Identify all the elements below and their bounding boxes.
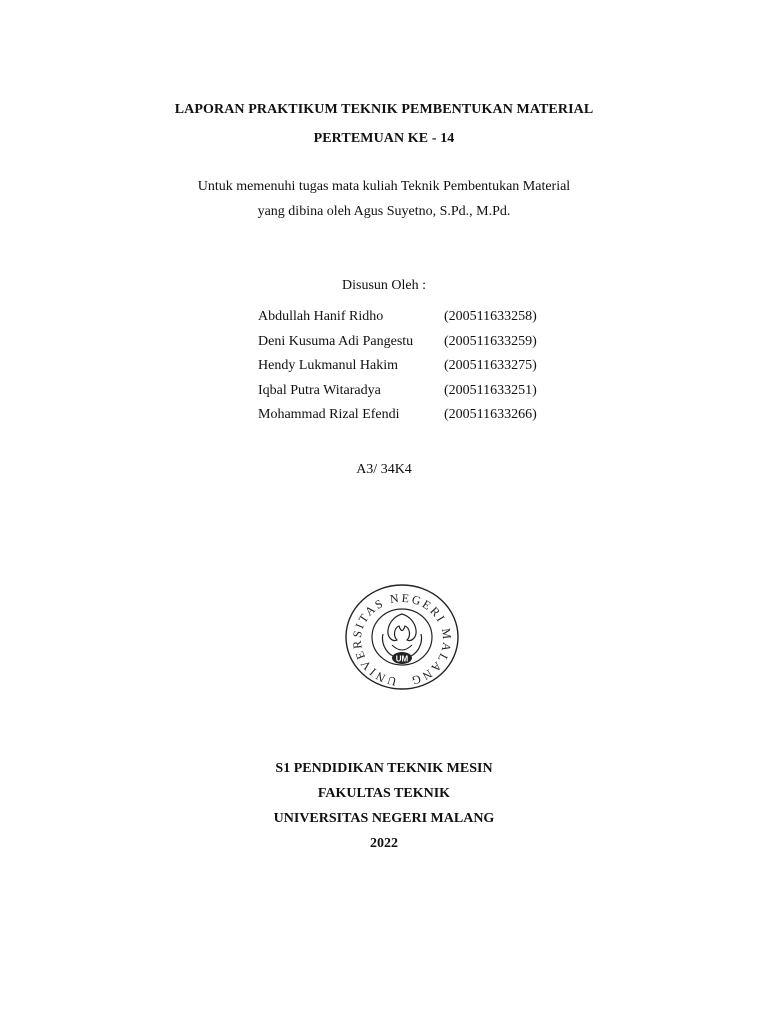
svg-text:UM: UM	[395, 654, 409, 664]
university-name: UNIVERSITAS NEGERI MALANG	[273, 811, 495, 826]
author-row	[258, 357, 578, 382]
author-nim: (200511633275)	[444, 358, 537, 373]
class-code: A3/ 34K4	[356, 462, 412, 477]
purpose-line-1: Untuk memenuhi tugas mata kuliah Teknik Pembentukan Material	[197, 179, 571, 194]
purpose-line-2: yang dibina oleh Agus Suyetno, S.Pd., M.Pd.	[257, 204, 511, 219]
author-nim: (200511633259)	[444, 333, 537, 349]
university-logo-icon	[343, 582, 461, 692]
meeting-number: PERTEMUAN KE - 14	[313, 131, 455, 146]
author-name: Mohammad Rizal Efendi	[258, 407, 400, 422]
author-name: Deni Kusuma Adi Pangestu	[258, 333, 414, 349]
author-row	[258, 333, 578, 358]
author-row	[258, 382, 578, 407]
svg-text:UNIVERSITAS NEGERI MALANG: UNIVERSITAS NEGERI MALANG	[349, 590, 455, 689]
study-program: S1 PENDIDIKAN TEKNIK MESIN	[275, 761, 493, 776]
authors-heading: Disusun Oleh :	[342, 278, 426, 293]
author-name: Iqbal Putra Witaradya	[258, 382, 381, 398]
author-nim: (200511633251)	[444, 382, 537, 398]
author-row	[258, 406, 578, 431]
author-name: Abdullah Hanif Ridho	[258, 309, 384, 324]
author-nim: (200511633258)	[444, 309, 537, 324]
author-list	[258, 308, 578, 431]
faculty-name: FAKULTAS TEKNIK	[317, 786, 451, 801]
author-row	[258, 308, 578, 333]
author-name: Hendy Lukmanul Hakim	[258, 358, 398, 373]
report-year: 2022	[370, 836, 398, 851]
author-nim: (200511633266)	[444, 407, 537, 422]
report-title: LAPORAN PRAKTIKUM TEKNIK PEMBENTUKAN MATERIAL	[174, 102, 594, 117]
